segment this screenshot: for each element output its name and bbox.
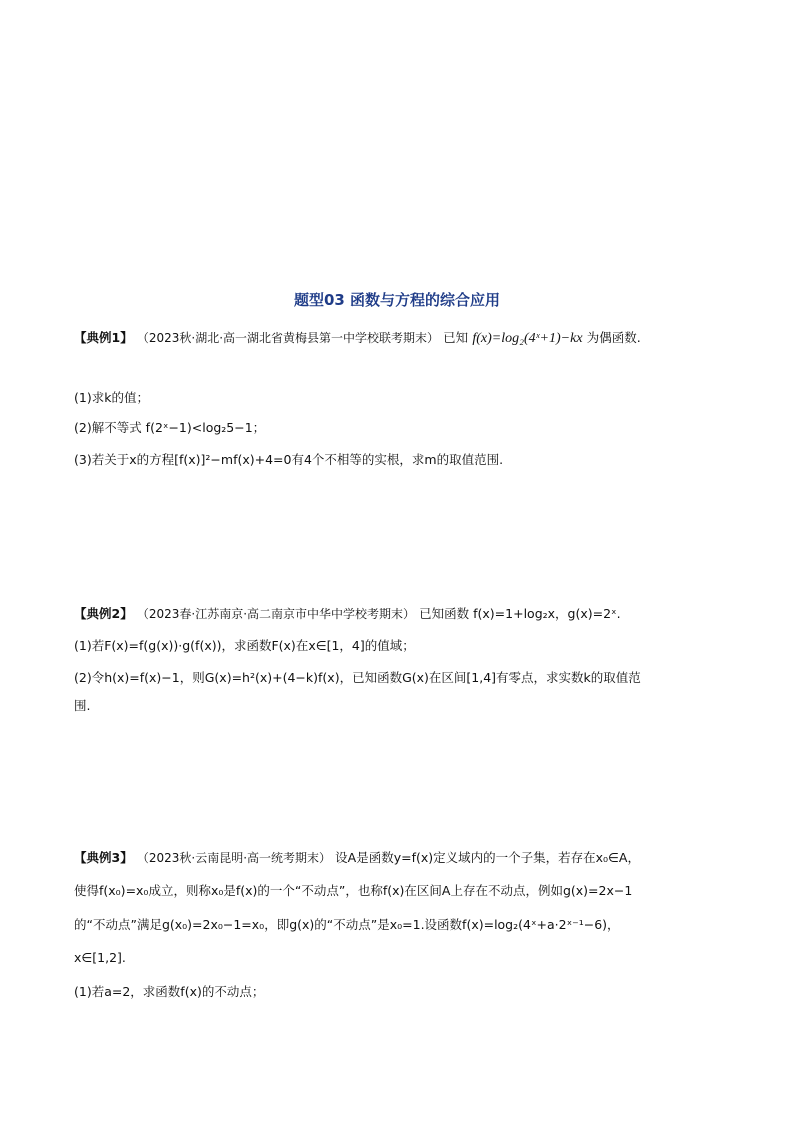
example-3-tag: 【典例3】 [74,850,133,865]
example-3-line-1: 设A是函数y=f(x)定义域内的一个子集，若存在x₀∈A， [335,850,640,865]
example-1-intro: 已知 [443,330,469,345]
example-1-header [74,328,641,349]
page-title: 题型03 函数与方程的综合应用 [293,291,501,309]
example-1-tag: 【典例1】 [74,330,133,345]
example-2-source: （2023春·江苏南京·高二南京市中华中学校考期末） [136,607,416,621]
example-2-tag: 【典例2】 [74,606,133,621]
example-2-intro: 已知函数 f(x)=1+log₂x，g(x)=2ˣ. [419,606,621,621]
example-2-header [74,604,621,625]
example-3-question-1: (1)若a=2，求函数f(x)的不动点； [74,984,265,999]
example-3-source: （2023秋·云南昆明·高一统考期末） [136,851,332,865]
example-1-question-3: (3)若关于x的方程[f(x)]²−mf(x)+4=0有4个不相等的实根，求m的取值范围. [74,452,504,467]
example-3-line-3: 的“不动点”满足g(x₀)=2x₀−1=x₀，即g(x)的“不动点”是x₀=1.设函数f(x)=log₂(4ˣ+a·2ˣ⁻¹−6)， [74,917,620,932]
example-1-question-1: (1)求k的值； [74,390,149,405]
example-1-source: （2023秋·湖北·高一湖北省黄梅县第一中学校联考期末） [136,331,440,345]
example-2-question-1: (1)若F(x)=f(g(x))·g(f(x))，求函数F(x)在x∈[1，4]的值域； [74,638,415,653]
example-1-condition: 为偶函数. [586,330,641,345]
example-2-question-2: (2)令h(x)=f(x)−1，则G(x)=h²(x)+(4−k)f(x)，已知函数G(x)在区间[1,4]有零点，求实数k的取值范 [74,670,641,685]
example-3-header [74,848,640,869]
example-1-question-2: (2)解不等式 f(2ˣ−1)<log₂5−1； [74,420,266,435]
example-3-line-4: x∈[1,2]. [74,950,126,965]
example-1-function: f(x)=log₂(4ˣ+1)−kx [472,331,583,346]
example-2-question-2-cont: 围. [74,698,91,713]
example-3-line-2: 使得f(x₀)=x₀成立，则称x₀是f(x)的一个“不动点”，也称f(x)在区间A上存在不动点，例如g(x)=2x−1 [74,883,633,898]
